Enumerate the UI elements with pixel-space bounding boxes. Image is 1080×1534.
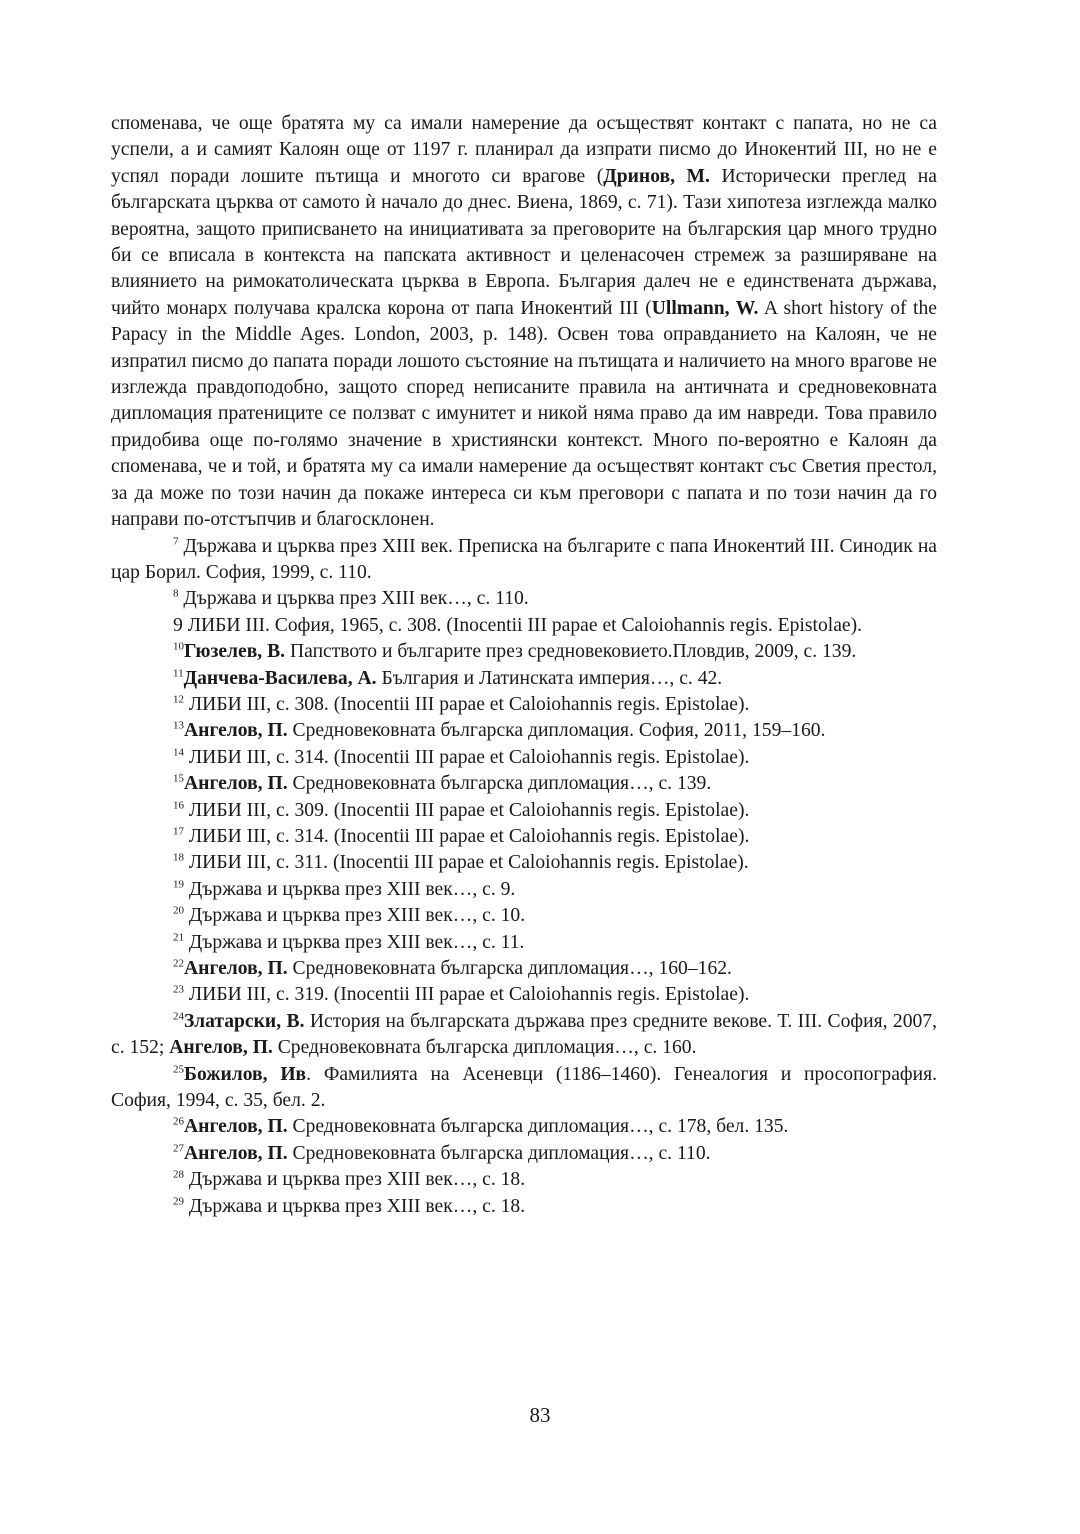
- footnote-text: Средновековната българска дипломация…, с. 160.: [272, 1037, 697, 1059]
- footnote-text: Държава и църква през XIII век…, с. 11.: [184, 931, 525, 953]
- footnote: [111, 1114, 937, 1140]
- footnote-number: 20: [173, 904, 184, 917]
- footnote-text: ЛИБИ III, с. 309. (Inocentii III papae et Caloiohannis regis. Epistolae).: [184, 799, 750, 821]
- footnote-text: България и Латинската империя…, с. 42.: [376, 667, 723, 689]
- footnote: [111, 692, 937, 718]
- footnote-number: 14: [173, 746, 184, 759]
- footnote-text: Папството и българите през средновековието.Пловдив, 2009, с. 139.: [285, 641, 857, 663]
- footnote-text: Средновековната българска дипломация. София, 2011, 159–160.: [287, 720, 826, 742]
- footnote-number: 11: [173, 667, 184, 679]
- footnote: [111, 982, 937, 1008]
- footnote-number: 12: [173, 693, 184, 706]
- footnote: [111, 798, 937, 824]
- footnote: [111, 1062, 937, 1115]
- footnote: [111, 1141, 937, 1167]
- footnote-text: Средновековната българска дипломация…, 160–162.: [287, 958, 732, 979]
- footnote-number: 24: [173, 1010, 184, 1023]
- footnote: [111, 956, 937, 982]
- footnote-number: 13: [173, 719, 184, 732]
- footnote-text: История на българската държава през средните векове. Т. III. София, 2007, с. 152;: [111, 1010, 937, 1059]
- body-text-1: споменава, че още братята му са имали намерение да осъществят контакт с папата, но не са успели, а и самият Калоян още от 1197 г. планирал да изпрати писмо до Инокентий III, но не е успял поради лошите пътища и многото си врагове (: [111, 113, 937, 187]
- footnote-author: Гюзелев, В.: [184, 641, 286, 663]
- footnote-number: 7: [173, 534, 179, 547]
- footnote: [111, 745, 937, 771]
- footnote-text: 9 ЛИБИ III. София, 1965, с. 308. (Inocentii III papae et Caloiohannis regis. Epistolae).: [173, 614, 863, 636]
- footnote-author: Ангелов, П.: [184, 1142, 288, 1164]
- footnote-author: Ангелов, П.: [184, 1116, 288, 1138]
- footnote: [111, 718, 937, 744]
- footnote: [111, 771, 937, 797]
- footnote-text: Държава и църква през XIII век…, с. 9.: [184, 878, 516, 900]
- footnote-number: 26: [173, 1115, 184, 1128]
- footnote-text: Държава и църква през XIII век…, с. 110.: [178, 588, 529, 610]
- footnote: [111, 850, 937, 876]
- footnote: [111, 903, 937, 929]
- citation-author-drinov: Дринов, М.: [603, 165, 710, 187]
- footnote-number: 25: [173, 1063, 184, 1076]
- text-block: [111, 111, 937, 1220]
- footnote-number: 18: [173, 851, 184, 864]
- footnote-number: 10: [173, 640, 184, 653]
- footnote-number: 16: [173, 799, 184, 812]
- footnote-text: ЛИБИ III, с. 314. (Inocentii III papae et Caloiohannis regis. Epistolae).: [184, 825, 750, 847]
- footnote: [111, 613, 937, 639]
- footnote-text: Средновековната българска дипломация…, с. 110.: [287, 1142, 711, 1164]
- footnote-number: 15: [173, 772, 184, 785]
- footnote: [111, 1167, 937, 1193]
- footnote-author: Ангелов, П.: [184, 720, 288, 742]
- footnote-author: Златарски, В.: [184, 1010, 305, 1032]
- footnote-author: Данчева-Василева, А.: [183, 667, 377, 689]
- footnote-number: 21: [173, 931, 184, 944]
- footnote-text: Средновековната българска дипломация…, с. 139.: [287, 773, 712, 795]
- footnote-text: Средновековната българска дипломация…, с. 178, бел. 135.: [287, 1116, 789, 1138]
- body-paragraph: [111, 111, 937, 534]
- body-text-2: Исторически преглед на българската църква от самото ѝ начало до днес. Виена, 1869, с. 71). Тази хипотеза изглежда малко вероятна, защото приписването на инициативата за преговорите на българския цар много трудно би се вписала в контекста на папската активност и целенасочен стремеж за разширяване на влиянието на римокатолическата църква в Европа. България далеч не е единствената държава, чийто монарх получава кралска корона от папа Инокентий III (: [111, 165, 937, 319]
- footnote: [111, 534, 937, 587]
- footnote-text: ЛИБИ III, с. 314. (Inocentii III papae et Caloiohannis regis. Epistolae).: [184, 746, 750, 768]
- footnote-number: 28: [173, 1168, 184, 1181]
- footnote-author: Ангелов, П.: [184, 773, 288, 795]
- footnote-number: 23: [173, 983, 184, 996]
- footnote-text: ЛИБИ III, с. 319. (Inocentii III papae et Caloiohannis regis. Epistolae).: [184, 984, 750, 1006]
- footnote: [111, 666, 937, 692]
- footnote-text: Държава и църква през XIII век…, с. 18.: [184, 1195, 526, 1217]
- footnote-number: 8: [173, 587, 179, 600]
- footnote-text: ЛИБИ III, с. 308. (Inocentii III papae et Caloiohannis regis. Epistolae).: [184, 693, 750, 715]
- footnote: [111, 1009, 937, 1062]
- footnote: [111, 930, 937, 956]
- footnote-number: 22: [173, 957, 184, 970]
- footnote-author: Божилов, Ив: [184, 1063, 307, 1085]
- footnotes-list: [111, 534, 937, 1221]
- footnote-author: Ангелов, П.: [169, 1037, 273, 1059]
- footnote-number: 17: [173, 825, 184, 838]
- footnote: [111, 877, 937, 903]
- footnote-text: Държава и църква през XIII век…, с. 10.: [184, 905, 526, 927]
- footnote: [111, 586, 937, 612]
- footnote-number: 29: [173, 1195, 184, 1208]
- footnote-author: Ангелов, П.: [184, 958, 288, 979]
- footnote-number: 27: [173, 1142, 184, 1155]
- footnote-text: ЛИБИ III, с. 311. (Inocentii III papae et Caloiohannis regis. Epistolae).: [184, 852, 749, 874]
- footnote-text: . Фамилията на Асеневци (1186–1460). Генеалогия и просопография. София, 1994, с. 35, бел. 2.: [111, 1063, 938, 1112]
- page-number: 83: [529, 1403, 551, 1427]
- footnote: [111, 1194, 937, 1220]
- footnote-number: 19: [173, 878, 184, 891]
- footnote-text: Държава и църква през XIII век…, с. 18.: [184, 1169, 526, 1191]
- footnote: [111, 639, 937, 665]
- body-text-3: A short history of the Papacy in the Middle Ages. London, 2003, p. 148). Освен това оправданието на Калоян, че не изпратил писмо до папата поради лошото състояние на пътищата и наличието на много врагове не изглежда правдоподобно, защото според неписаните правила на античната и средновековната дипломация пратениците се ползват с имунитет и никой няма право да им навреди. Това правило придобива още по-голямо значение в християнски контекст. Много по-вероятно е Калоян да споменава, че и той, и братята му са имали намерение да осъществят контакт със Светия престол, за да може по този начин да покаже интереса си към преговори с папата и по този начин да го направи по-отстъпчив и благосклонен.: [111, 297, 937, 531]
- footnote-text: Държава и църква през XIII век. Преписка на българите с папа Инокентий III. Синодик на цар Борил. София, 1999, с. 110.: [111, 535, 937, 583]
- citation-author-ullmann: Ullmann, W.: [651, 297, 759, 319]
- footnote: [111, 824, 937, 850]
